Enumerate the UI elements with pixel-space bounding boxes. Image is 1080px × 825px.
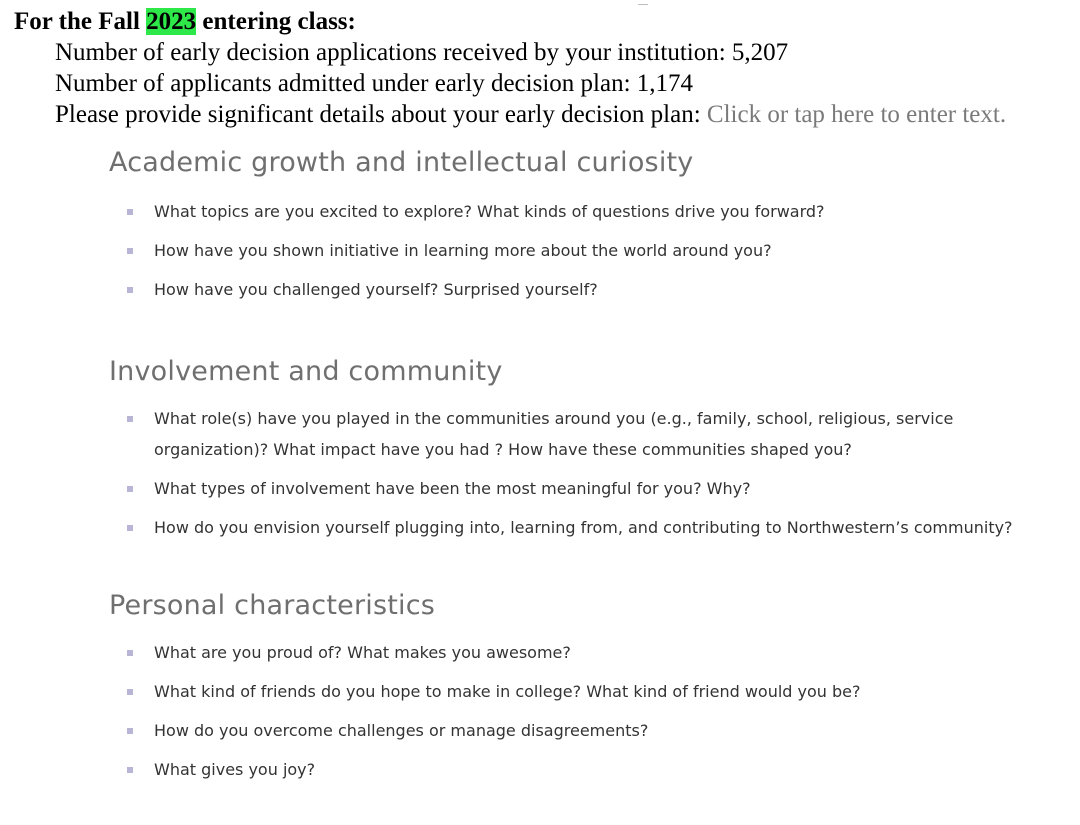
list-item-text: What kind of friends do you hope to make in college? What kind of friend would you be?: [154, 682, 861, 701]
square-bullet-icon: [127, 525, 133, 531]
section-list-academic-growth: [109, 196, 1069, 305]
square-bullet-icon: [127, 486, 133, 492]
ed-details-line: [14, 99, 1006, 130]
list-item: [109, 637, 1069, 668]
heading-prefix: For the Fall: [14, 8, 147, 35]
square-bullet-icon: [127, 209, 133, 215]
square-bullet-icon: [127, 689, 133, 695]
divider-dash: [638, 4, 648, 5]
list-item: [109, 754, 1069, 785]
ed-admitted-line: [14, 68, 1006, 99]
list-item-text: How do you overcome challenges or manage disagreements?: [154, 721, 649, 740]
square-bullet-icon: [127, 287, 133, 293]
list-item-text: How have you shown initiative in learning more about the world around you?: [154, 241, 772, 260]
question-sections: [109, 140, 1069, 785]
ed-applications-label: Number of early decision applications received by your institution:: [55, 39, 732, 66]
section-title-involvement: Involvement and community: [109, 356, 503, 387]
square-bullet-icon: [127, 728, 133, 734]
list-item-text: What types of involvement have been the most meaningful for you? Why?: [154, 479, 751, 498]
ed-admitted-value: 1,174: [636, 70, 694, 97]
list-item-text: What are you proud of? What makes you awesome?: [154, 643, 571, 662]
list-item: [109, 676, 1069, 707]
ed-applications-value: 5,207: [731, 39, 789, 66]
ed-details-text-field[interactable]: Click or tap here to enter text.: [706, 101, 1007, 128]
list-item: [109, 235, 1069, 266]
heading-suffix: entering class:: [196, 8, 356, 35]
list-item-text: How do you envision yourself plugging into, learning from, and contributing to Northwestern’s community?: [154, 518, 1013, 537]
section-title-personal-characteristics: Personal characteristics: [109, 590, 436, 621]
list-item: [109, 274, 1069, 305]
list-item: [109, 196, 1069, 227]
section-list-involvement: [109, 403, 1069, 543]
ed-details-label: Please provide significant details about your early decision plan:: [55, 101, 707, 128]
list-item: [109, 473, 1069, 504]
ed-applications-line: [14, 37, 1006, 68]
application-header: [14, 6, 1006, 130]
list-item: [109, 715, 1069, 746]
highlighted-year: 2023: [146, 8, 197, 35]
square-bullet-icon: [127, 416, 133, 422]
list-item: [109, 512, 1069, 543]
section-title-academic-growth: Academic growth and intellectual curiosity: [109, 147, 694, 178]
section-list-personal-characteristics: [109, 637, 1069, 785]
list-item: [109, 403, 1069, 465]
list-item-text: How have you challenged yourself? Surprised yourself?: [154, 280, 598, 299]
square-bullet-icon: [127, 650, 133, 656]
entering-class-heading: [14, 6, 1006, 37]
list-item-text: What topics are you excited to explore? What kinds of questions drive you forward?: [154, 202, 825, 221]
list-item-text: What role(s) have you played in the communities around you (e.g., family, school, religious, service organization)? What impact have you had ? How have these communities shaped you?: [154, 409, 954, 459]
square-bullet-icon: [127, 767, 133, 773]
list-item-text: What gives you joy?: [154, 760, 316, 779]
ed-admitted-label: Number of applicants admitted under early decision plan:: [55, 70, 637, 97]
square-bullet-icon: [127, 248, 133, 254]
